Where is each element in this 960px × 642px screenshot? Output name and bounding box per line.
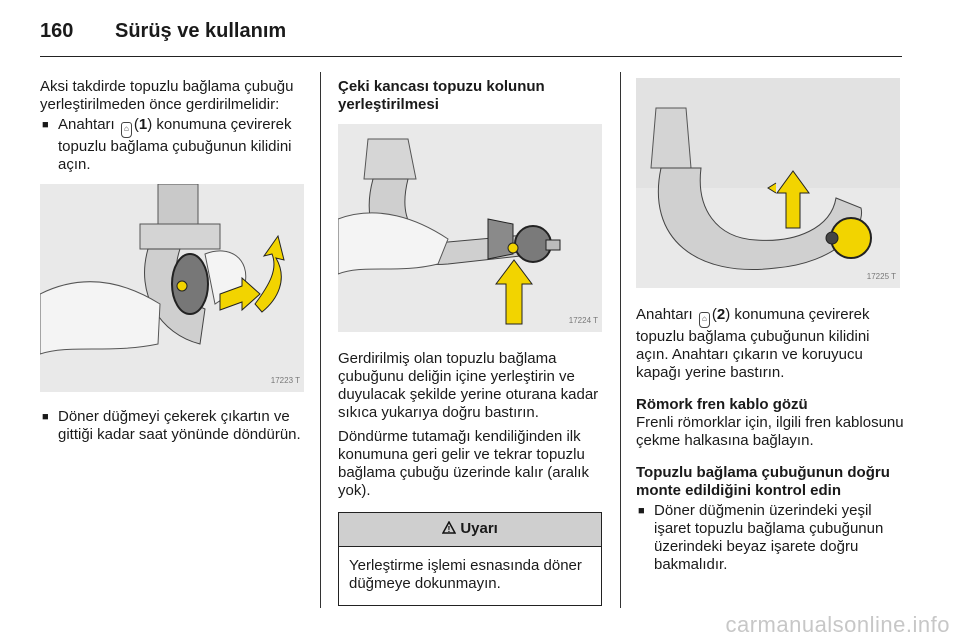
- warning-title: Uyarı: [460, 520, 498, 537]
- column-1: [40, 78, 308, 444]
- column-divider: [620, 72, 621, 608]
- bullet-rotate: ■ Döner düğmeyi çekerek çıkartın ve gittiği kadar saat yönünde döndürün.: [40, 408, 308, 444]
- figure-code: 17225 T: [866, 272, 896, 281]
- handle-note: Döndürme tutamağı kendiliğinden ilk konumuna geri gelir ve tekrar topuzlu bağlama çubuğu üzerinde kalır (aralık yok).: [338, 428, 589, 499]
- section-heading: Çeki kancası topuzu kolunun yerleştirilmesi: [338, 78, 545, 113]
- check-bullet: ■ Döner düğmenin üzerindeki yeşil işaret topuzlu bağlama çubuğunun üzerindeki beyaz işarete doğru bakmalıdır.: [636, 502, 906, 574]
- insert-instruction: Gerdirilmiş olan topuzlu bağlama çubuğunu deliğin içine yerleştirin ve duyulacak şekilde yerine oturana kadar sıkıca yukarıya doğru bastırın.: [338, 350, 599, 421]
- lock-text-pre: Anahtarı: [636, 306, 693, 323]
- key-icon: ⌂: [121, 122, 132, 138]
- bullet-text-pre: Anahtarı: [58, 116, 115, 133]
- column-3: [636, 78, 906, 574]
- figure-lock-bar: [636, 78, 900, 288]
- bullet-text-post: konumuna çevirerek topuzlu bağlama çubuğunun kilidini açın.: [58, 116, 292, 173]
- figure-code: 17223 T: [270, 376, 300, 385]
- position-number: 1: [138, 116, 148, 133]
- lock-text-post: konumuna çevirerek topuzlu bağlama çubuğunun kilidini açın. Anahtarı çıkarın ve koruyucu kapağı yerine bastırın.: [636, 306, 870, 381]
- warning-box: [338, 512, 602, 606]
- key-icon: ⌂: [699, 312, 710, 328]
- position-number: 2: [716, 306, 726, 323]
- section-heading: Topuzlu bağlama çubuğunun doğru monte edildiğini kontrol edin: [636, 464, 890, 499]
- warning-triangle-icon: [442, 521, 456, 534]
- figure-insert-bar: [338, 124, 602, 332]
- page-header: [40, 14, 902, 57]
- warning-header: [339, 513, 601, 547]
- figure-code: 17224 T: [568, 316, 598, 325]
- section-heading: Römork fren kablo gözü: [636, 396, 808, 413]
- watermark: carmanualsonline.info: [725, 612, 950, 637]
- column-2: [338, 78, 604, 606]
- brake-cable-text: Frenli römorklar için, ilgili fren kablosunu çekme halkasına bağlayın.: [636, 414, 904, 449]
- bullet-unlock: ■ Anahtarı ⌂ (1) konumuna çevirerek topuzlu bağlama çubuğunun kilidini açın.: [40, 116, 308, 174]
- figure-knob-pull: [40, 184, 304, 392]
- svg-text:!: !: [447, 525, 451, 534]
- page-title: Sürüş ve kullanım: [115, 20, 287, 42]
- lock-instruction: Anahtarı ⌂ (2) konumuna çevirerek topuzlu bağlama çubuğunun kilidini açın. Anahtarı çıkarın ve koruyucu kapağı yerine bastırın.: [636, 306, 870, 381]
- intro-text: Aksi takdirde topuzlu bağlama çubuğu yerleştirilmeden önce gerdirilmelidir:: [40, 78, 294, 113]
- page-number: 160: [40, 20, 74, 42]
- column-divider: [320, 72, 321, 608]
- warning-text: Yerleştirme işlemi esnasında döner düğmeye dokunmayın.: [349, 557, 582, 592]
